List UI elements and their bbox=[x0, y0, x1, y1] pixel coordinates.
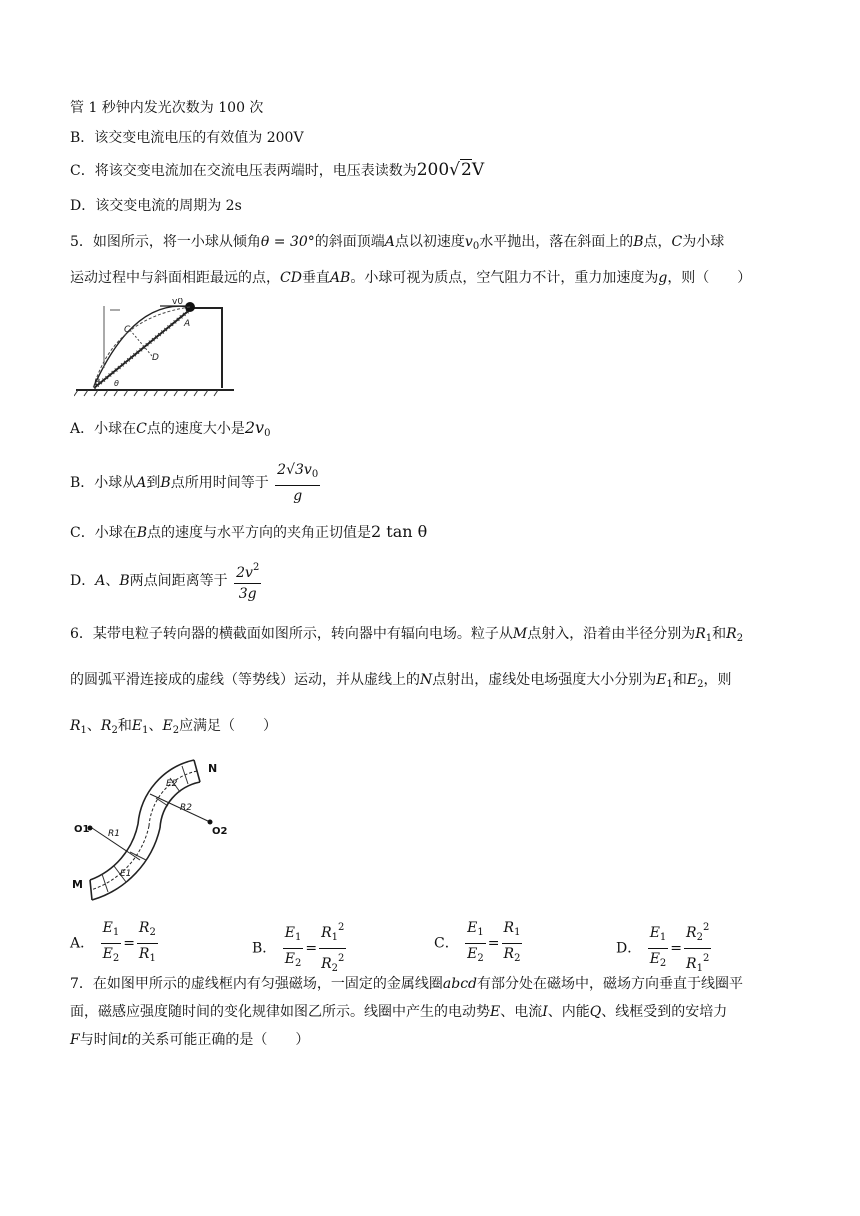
q7-stem-line-3: F与时间t的关系可能正确的是（ ） bbox=[70, 1032, 310, 1048]
q5-stem-line-2: 运动过程中与斜面相距最远的点，CD垂直AB。小球可视为质点，空气阻力不计，重力加速度为g，则（ ） bbox=[70, 270, 752, 286]
q4-option-d: D．该交变电流的周期为 2s bbox=[70, 198, 242, 214]
q6-option-b: B． $\frac{E_1}{E_2}$ = $\frac{R_1^2}{R_2^2}$ bbox=[252, 918, 348, 979]
q5-figure-incline bbox=[74, 298, 244, 398]
svg-text:R2: R2 bbox=[180, 803, 192, 813]
q4-prev-line: 管 1 秒钟内发光次数为 100 次 bbox=[70, 100, 264, 116]
q6-option-a: A． $\frac{E_1}{E_2}$ = $\frac{R_2}{R_1}$ bbox=[70, 920, 156, 964]
q6-stem-line-1: 6．某带电粒子转向器的横截面如图所示，转向器中有辐向电场。粒子从M点射入，沿着由半径分别为$R_1$和$R_2$ bbox=[70, 626, 744, 644]
svg-text:θ: θ bbox=[114, 379, 119, 388]
q5-option-b: B．小球从A到B点所用时间等于 $\frac{2√3v_0}{g}$ bbox=[70, 462, 319, 504]
svg-text:O2: O2 bbox=[212, 826, 228, 837]
svg-text:A: A bbox=[184, 319, 191, 329]
q6-option-c: C． $\frac{E_1}{E_2}$ = $\frac{R_1}{R_2}$ bbox=[434, 920, 521, 964]
q5-option-c: C．小球在B点的速度与水平方向的夹角正切值是2 tan θ bbox=[70, 522, 428, 541]
q6-stem-line-3: $R_1$、$R_2$和$E_1$、$E_2$应满足（ ） bbox=[70, 718, 278, 736]
q6-figure-deflector bbox=[70, 752, 240, 902]
svg-text:C: C bbox=[124, 325, 131, 335]
q5-option-d: D．A、B两点间距离等于 $\frac{2v^2}{3g}$ bbox=[70, 558, 263, 604]
q6-stem-line-2: 的圆弧平滑连接成的虚线（等势线）运动，并从虚线上的N点射出，虚线处电场强度大小分别为$E_1$和$E_2$，则 bbox=[70, 672, 732, 690]
svg-text:v0: v0 bbox=[172, 298, 184, 307]
q4-option-c: C．将该交变电流加在交流电压表两端时，电压表读数为200√2V bbox=[70, 160, 485, 180]
q6-option-d: D． $\frac{E_1}{E_2}$ = $\frac{R_2^2}{R_1^2}$ bbox=[616, 918, 713, 979]
q5-stem-line-1: 5．如图所示，将一小球从倾角θ = 30°的斜面顶端A点以初速度$v_0$水平抛出，落在斜面上的B点，C为小球 bbox=[70, 234, 725, 252]
svg-text:O1: O1 bbox=[74, 824, 90, 835]
q7-stem-line-2: 面，磁感应强度随时间的变化规律如图乙所示。线圈中产生的电动势E、电流I、内能Q、线框受到的安培力 bbox=[70, 1004, 728, 1020]
q7-stem-line-1: 7．在如图甲所示的虚线框内有匀强磁场，一固定的金属线圈abcd有部分处在磁场中，磁场方向垂直于线圈平 bbox=[70, 976, 744, 992]
q5-option-a: A．小球在C点的速度大小是$2v_0$ bbox=[70, 418, 271, 439]
svg-text:M: M bbox=[72, 878, 83, 891]
svg-text:D: D bbox=[152, 353, 159, 363]
svg-text:E2: E2 bbox=[166, 779, 178, 789]
q4-option-b: B．该交变电流电压的有效值为 200V bbox=[70, 130, 304, 146]
svg-text:B: B bbox=[94, 378, 101, 388]
svg-text:N: N bbox=[208, 762, 218, 775]
svg-text:R1: R1 bbox=[108, 829, 120, 839]
svg-text:E1: E1 bbox=[120, 869, 132, 879]
